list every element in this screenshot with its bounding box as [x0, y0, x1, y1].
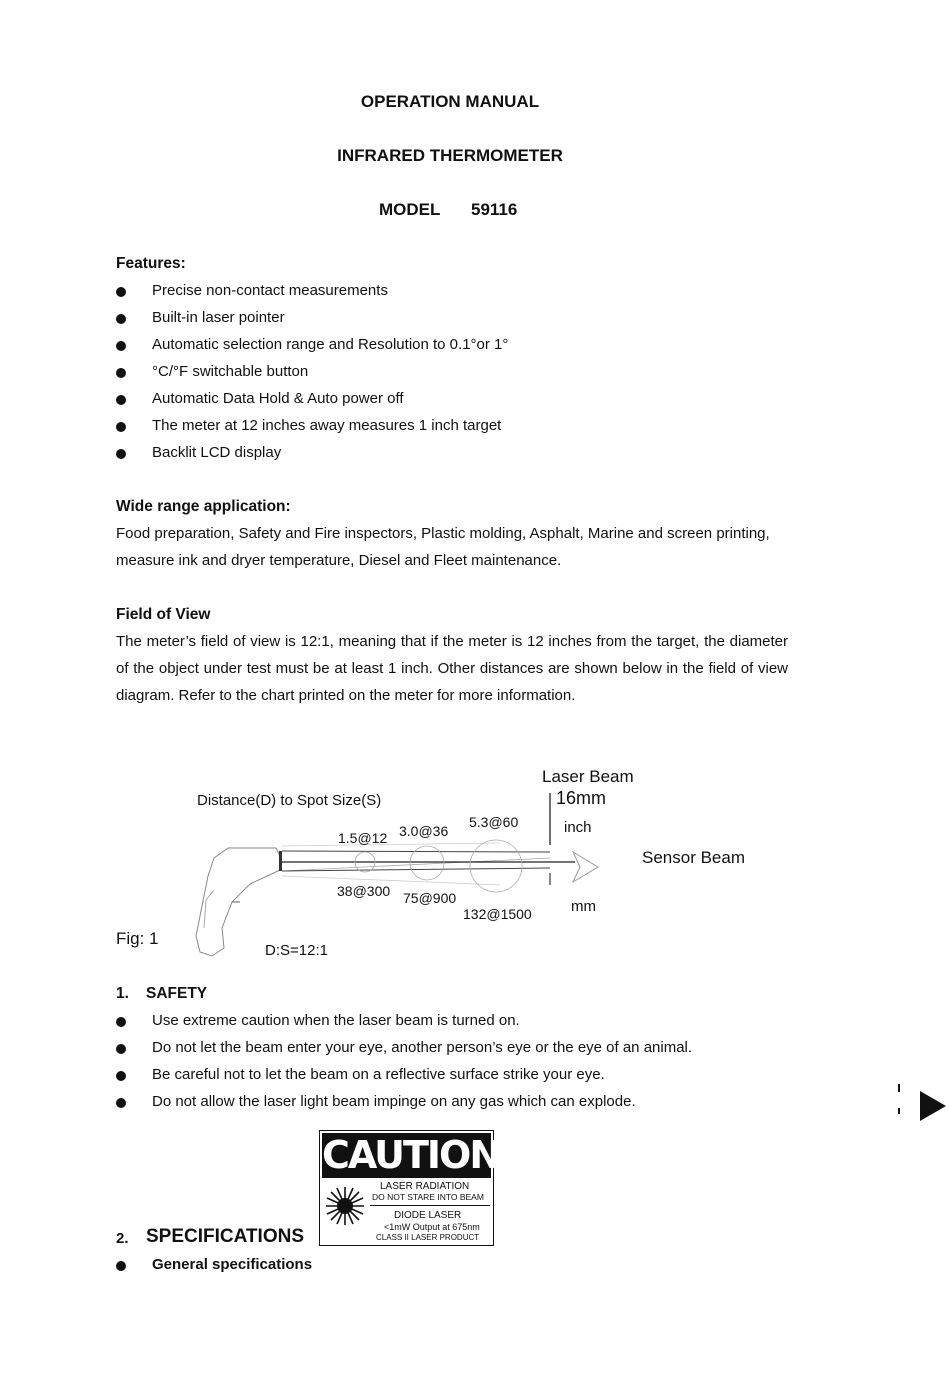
spot-circle-large: [470, 840, 522, 892]
next-page-arrow-icon[interactable]: [918, 1089, 948, 1123]
specifications-number: 2.: [116, 1230, 129, 1247]
document-title: OPERATION MANUAL: [360, 92, 540, 111]
caution-line-1: LASER RADIATION: [380, 1181, 470, 1192]
mm-point-3: 132@1500: [463, 906, 532, 922]
bullet-icon: [116, 1017, 126, 1027]
page-mark-upper: [898, 1084, 900, 1092]
thermometer-grip: [204, 890, 214, 928]
mm-point-2: 75@900: [403, 890, 457, 906]
caution-line-2: DO NOT STARE INTO BEAM: [372, 1192, 484, 1202]
safety-heading: SAFETY: [146, 985, 208, 1002]
thermometer-nose: [279, 851, 282, 871]
figure-caption: Fig: 1: [116, 929, 159, 948]
cone-upper: [282, 843, 500, 846]
page-mark-lower: [898, 1108, 900, 1114]
caution-label: [319, 1130, 500, 1246]
inch-point-3: 5.3@60: [469, 814, 519, 830]
application-heading: Wide range application:: [116, 498, 291, 515]
model-label: MODEL: [379, 200, 441, 219]
inch-point-1: 1.5@12: [338, 830, 388, 846]
ratio-label: D:S=12:1: [265, 942, 328, 959]
bullet-icon: [116, 1071, 126, 1081]
field-of-view-heading: Field of View: [116, 606, 211, 623]
beam-upper-line: [282, 851, 550, 852]
application-text: Food preparation, Safety and Fire inspectors, Plastic molding, Asphalt, Marine and screen printing, measure ink and dryer temperature, Diesel and Fleet maintenance.: [116, 525, 770, 569]
cone-lower: [282, 876, 500, 885]
arrow-head-icon: [573, 852, 598, 882]
bullet-icon: [116, 1261, 126, 1271]
caution-line-4: <1mW Output at 675nm: [384, 1222, 480, 1232]
sensor-beam-label: Sensor Beam: [642, 848, 745, 867]
inch-point-2: 3.0@36: [399, 823, 449, 839]
caution-line-5: CLASS II LASER PRODUCT: [376, 1233, 480, 1242]
document-subtitle: INFRARED THERMOMETER: [337, 146, 563, 165]
specifications-heading: SPECIFICATIONS: [146, 1226, 304, 1247]
field-of-view-text: The meter’s field of view is 12:1, meaning that if the meter is 12 inches from the target, the diameter of the object under test must be at least 1 inch. Other distances are shown below in the field of view diagram. Refer to the chart printed on the meter for more information.: [116, 633, 788, 704]
distance-label: Distance(D) to Spot Size(S): [197, 792, 382, 809]
safety-number: 1.: [116, 985, 129, 1002]
model-number: 59116: [471, 200, 518, 219]
features-heading: Features:: [116, 255, 186, 272]
caution-divider: [370, 1205, 490, 1206]
mm-unit-label: mm: [571, 898, 596, 915]
mm-point-1: 38@300: [337, 883, 391, 899]
bullet-icon: [116, 1098, 126, 1108]
caution-title: CAUTION: [322, 1133, 500, 1177]
inch-unit-label: inch: [564, 819, 592, 836]
beam-lower-line: [282, 868, 550, 871]
laser-beam-label: Laser Beam: [542, 767, 634, 786]
spot-16mm-label: 16mm: [556, 788, 607, 808]
caution-line-3: DIODE LASER: [394, 1210, 462, 1221]
laser-starburst-icon: [324, 1185, 366, 1227]
bullet-icon: [116, 1044, 126, 1054]
